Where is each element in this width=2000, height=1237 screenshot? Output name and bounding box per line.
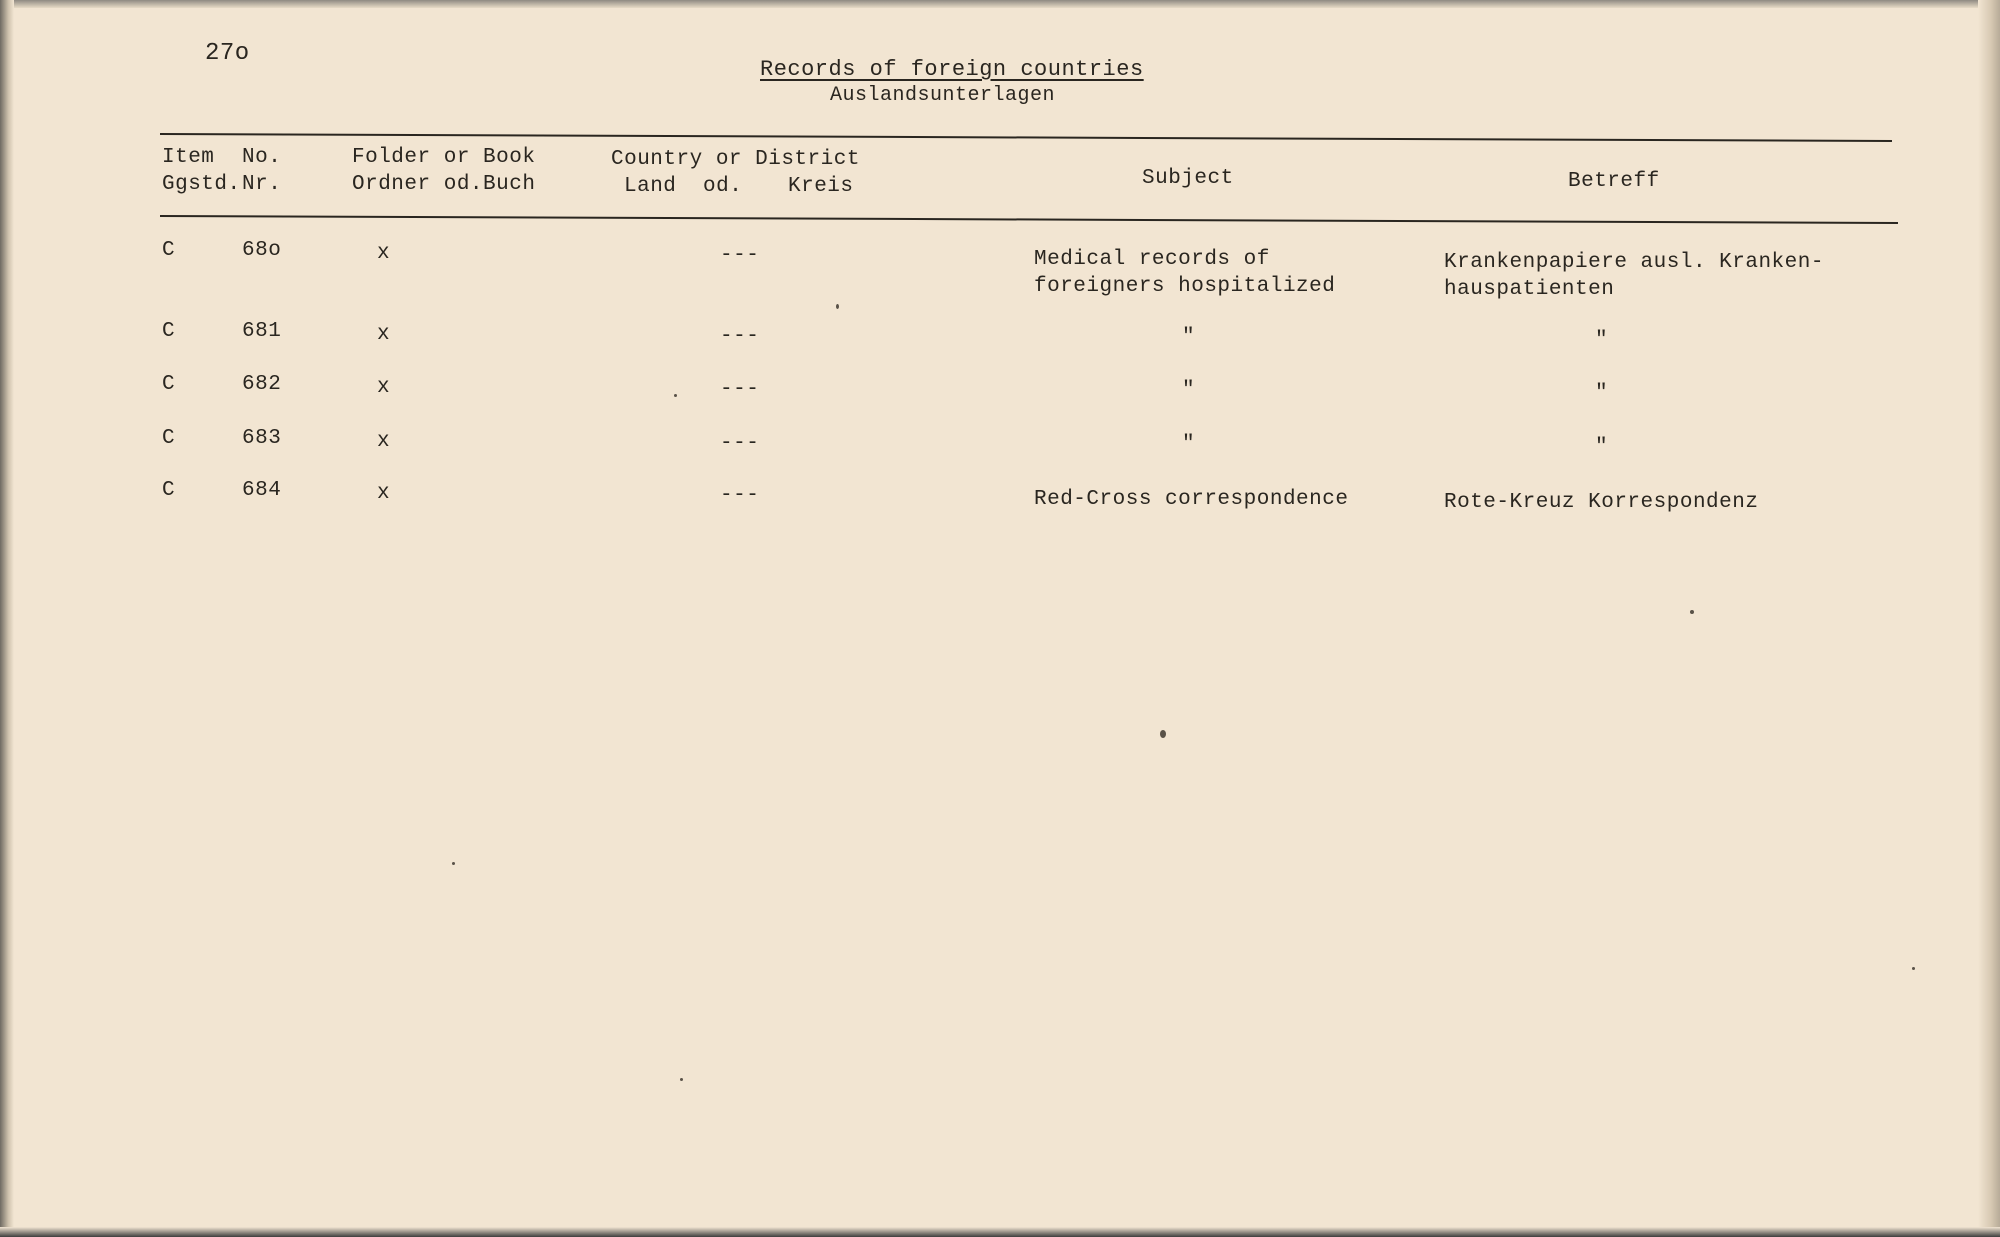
header-country-en: Country or District: [611, 148, 860, 171]
header-folder-de: Ordner od.Buch: [352, 173, 536, 196]
header-subject: Subject: [1142, 167, 1234, 190]
row-betreff-ditto: ": [1595, 382, 1609, 405]
row-country: ---: [720, 244, 760, 267]
page-top-edge: [0, 0, 2000, 8]
page-bottom-edge: [0, 1227, 2000, 1237]
header-bottom-rule: [160, 215, 1898, 224]
row-betreff: Krankenpapiere ausl. Kranken-: [1444, 251, 1824, 274]
row-folder-mark: x: [377, 242, 391, 265]
header-country-de-od: od.: [703, 175, 743, 198]
header-no-en: No.: [242, 146, 282, 169]
document-title: Records of foreign countries: [760, 57, 1144, 82]
row-item: C: [162, 427, 176, 450]
row-item: C: [162, 479, 176, 502]
page-binding-edge: [0, 0, 14, 1237]
row-betreff-ditto: ": [1595, 436, 1609, 459]
row-betreff-continued: hauspatienten: [1444, 278, 1615, 301]
header-folder-en: Folder or Book: [352, 146, 536, 169]
row-betreff-ditto: ": [1595, 329, 1609, 352]
row-folder-mark: x: [377, 430, 391, 453]
header-country-de-kreis: Kreis: [788, 175, 854, 198]
document-subtitle: Auslandsunterlagen: [830, 84, 1056, 107]
row-subject-ditto: ": [1182, 379, 1196, 402]
row-folder-mark: x: [377, 482, 391, 505]
row-item: C: [162, 373, 176, 396]
row-country: ---: [720, 325, 760, 348]
row-subject: Red-Cross correspondence: [1034, 488, 1349, 511]
row-number: 681: [242, 320, 282, 343]
row-item: C: [162, 239, 176, 262]
row-subject-continued: foreigners hospitalized: [1034, 275, 1336, 298]
row-number: 682: [242, 373, 282, 396]
row-country: ---: [720, 432, 760, 455]
header-top-rule: [160, 133, 1892, 142]
header-betreff: Betreff: [1568, 170, 1660, 193]
page-right-edge: [1978, 0, 2000, 1237]
row-number: 68o: [242, 239, 282, 262]
row-number: 684: [242, 479, 282, 502]
row-item: C: [162, 320, 176, 343]
header-no-de: Nr.: [242, 173, 282, 196]
row-country: ---: [720, 378, 760, 401]
row-subject-ditto: ": [1182, 433, 1196, 456]
row-subject-ditto: ": [1182, 326, 1196, 349]
header-country-de-land: Land: [624, 175, 677, 198]
row-folder-mark: x: [377, 376, 391, 399]
row-folder-mark: x: [377, 323, 391, 346]
row-number: 683: [242, 427, 282, 450]
row-subject: Medical records of: [1034, 248, 1270, 271]
page-number: 27o: [205, 40, 250, 67]
row-country: ---: [720, 484, 760, 507]
row-betreff: Rote-Kreuz Korrespondenz: [1444, 491, 1759, 514]
header-item-de: Ggstd.: [162, 173, 241, 196]
header-item-en: Item: [162, 146, 215, 169]
